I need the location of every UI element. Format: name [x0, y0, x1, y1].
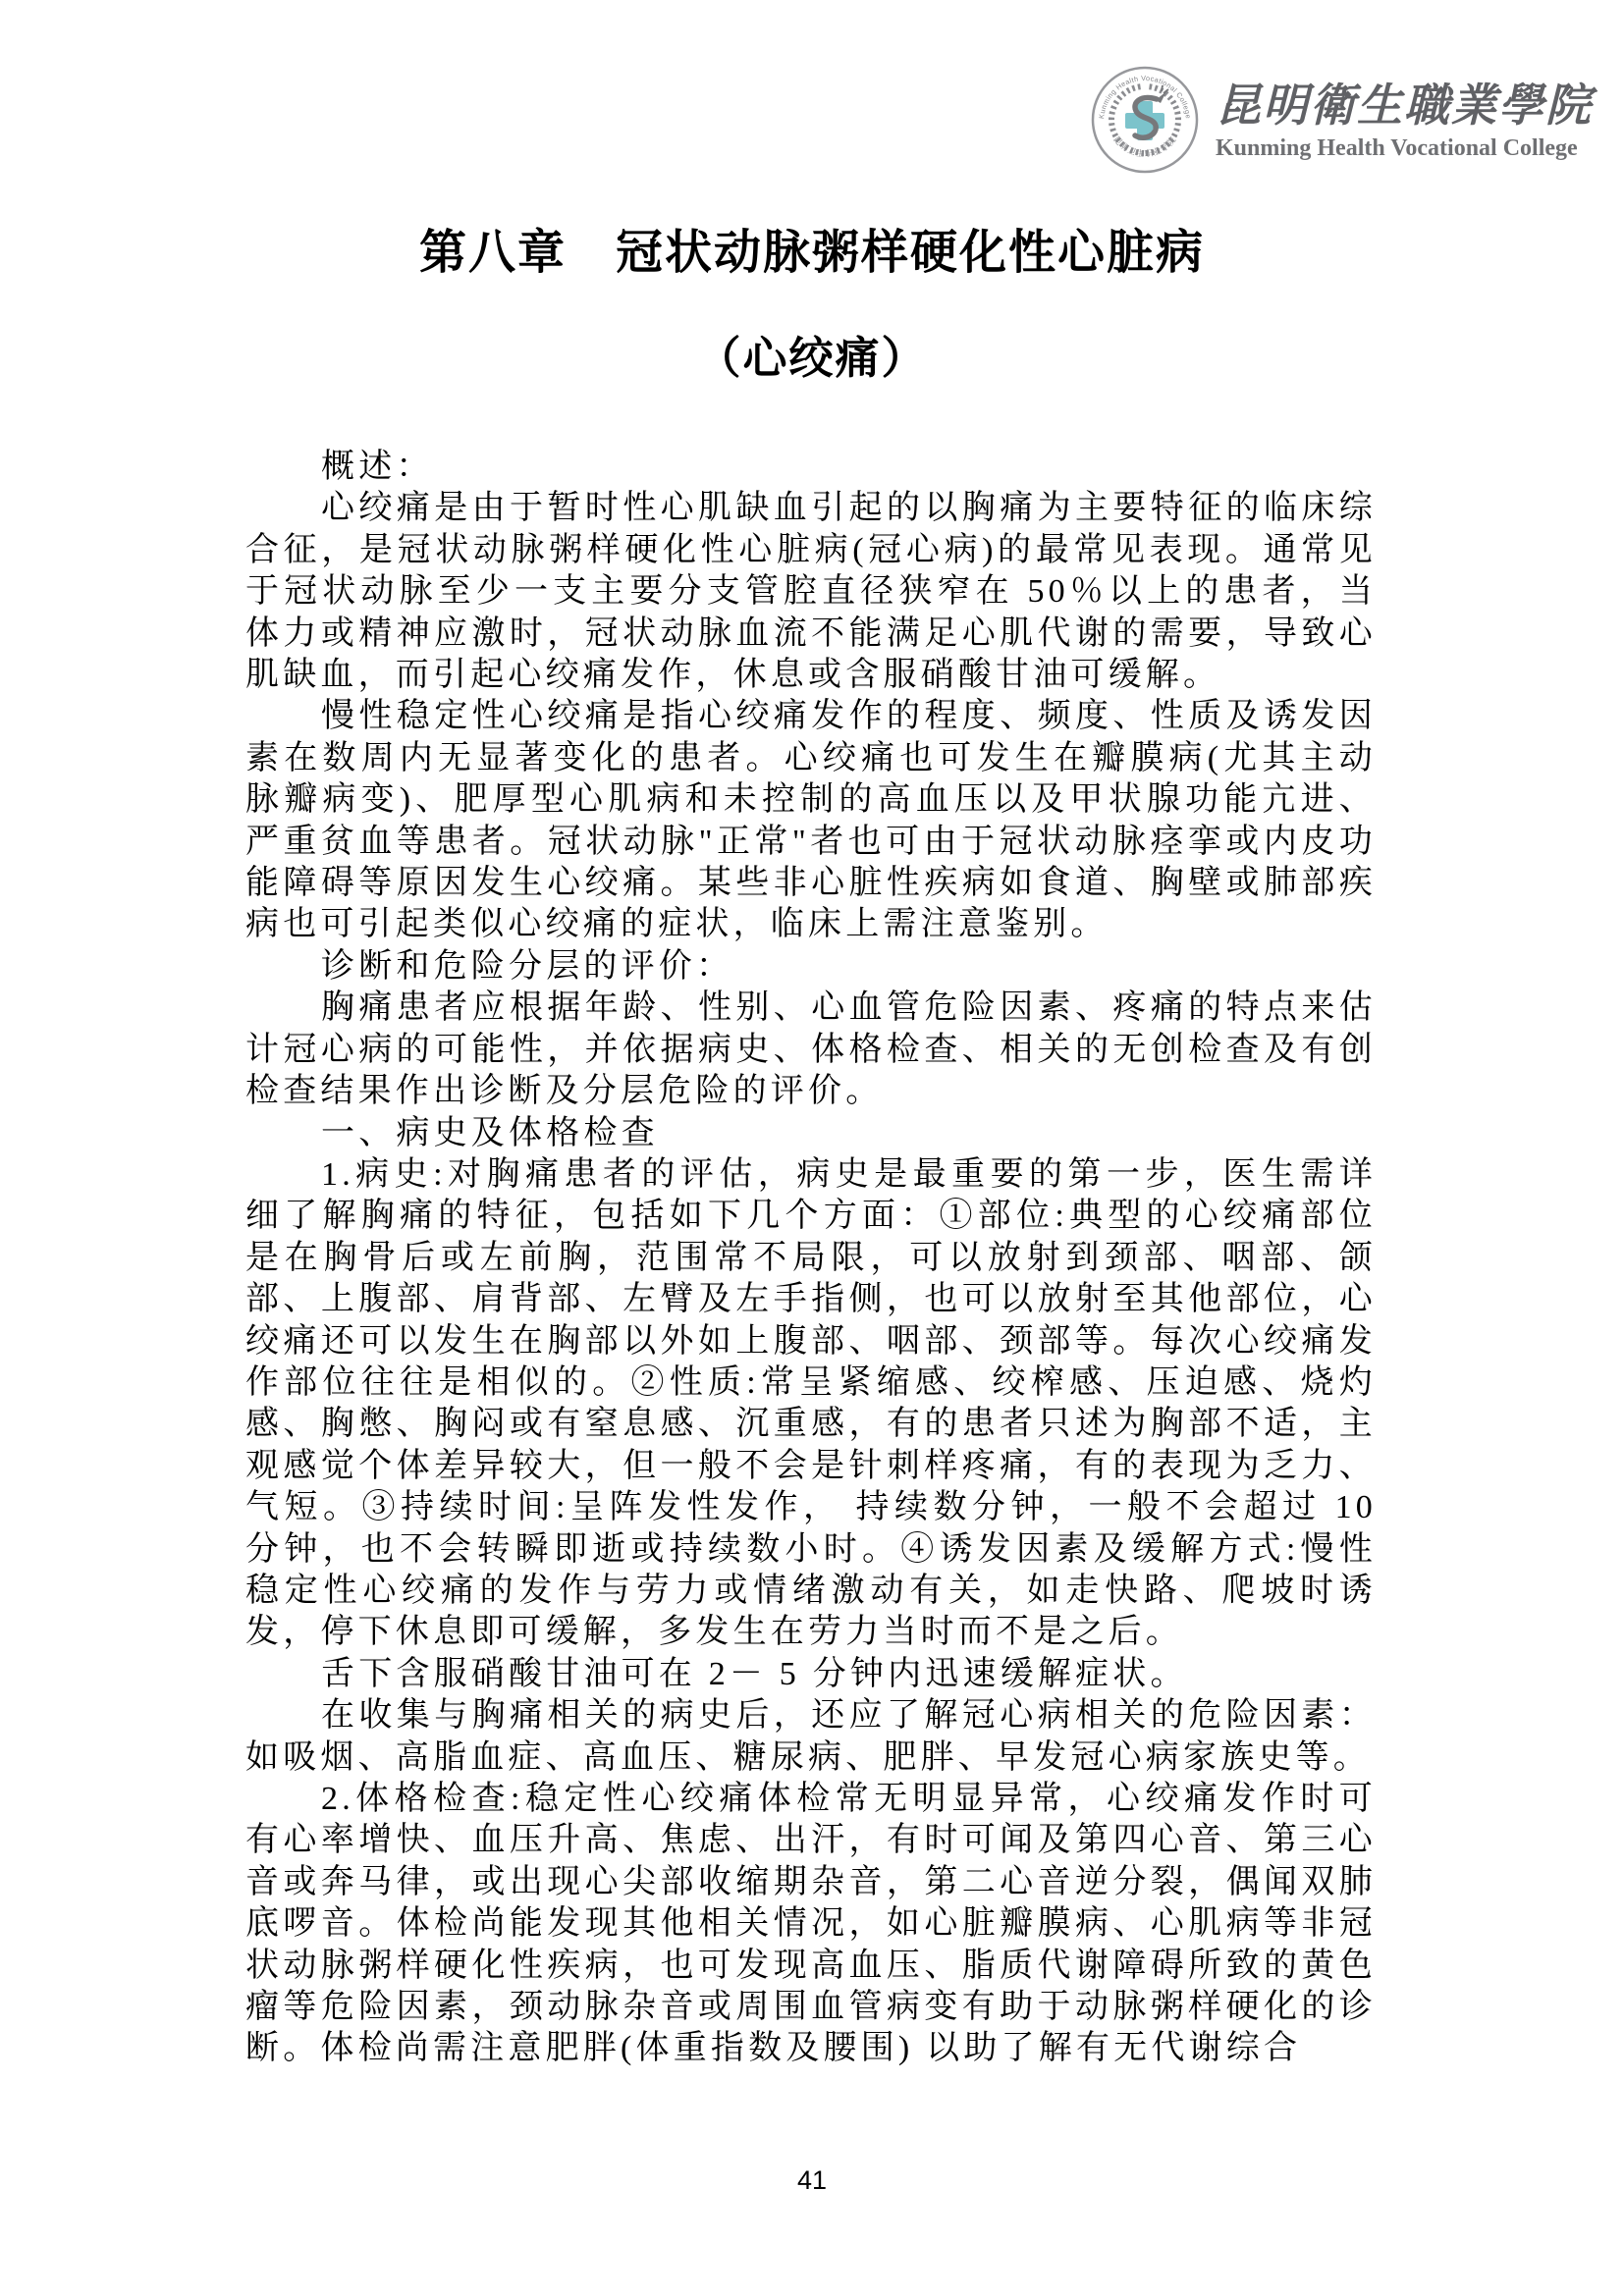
page-footer — [0, 2165, 1624, 2196]
college-seal-icon — [1091, 66, 1199, 174]
chapter-subtitle: （心绞痛） — [696, 333, 928, 383]
chapter-title: 第八章 冠状动脉粥样硬化性心脏病 — [418, 227, 1205, 279]
seal-bottom-text: 昆明卫生职业学院 — [1111, 133, 1178, 159]
college-name-calligraphy: 昆明衛生職業學院 — [1216, 79, 1593, 132]
seal-top-text: Kunming Health Vocational College — [1097, 73, 1193, 120]
paragraph: 慢性稳定性心绞痛是指心绞痛发作的程度、频度、性质及诱发因素在数周内无显著变化的患者。心绞痛也可发生在瓣膜病(尤其主动脉瓣病变)、肥厚型心肌病和未控制的高血压以及甲状腺功能亢进、严重贫血等患者。冠状动脉"正常"者也可由于冠状动脉痉挛或内皮功能障碍等原因发生心绞痛。某些非心脏性疾病如食道、胸壁或肺部疾病也可引起类似心绞痛的症状，临床上需注意鉴别。 — [245, 698, 1377, 943]
paragraph: 1.病史:对胸痛患者的评估，病史是最重要的第一步，医生需详细了解胸痛的特征，包括如下几个方面：①部位:典型的心绞痛部位是在胸骨后或左前胸，范围常不局限，可以放射到颈部、咽部、颌部、上腹部、肩背部、左臂及左手指侧，也可以放射至其他部位，心绞痛还可以发生在胸部以外如上腹部、咽部、颈部等。每次心绞痛发作部位往往是相似的。②性质:常呈紧缩感、绞榨感、压迫感、烧灼感、胸憋、胸闷或有窒息感、沉重感，有的患者只述为胸部不适，主观感觉个体差异较大，但一般不会是针刺样疼痛，有的表现为乏力、气短。③持续时间:呈阵发性发作， 持续数分钟，一般不会超过 10 分钟，也不会转瞬即逝或持续数小时。④诱发因素及缓解方式:慢性稳定性心绞痛的发作与劳力或情绪激动有关，如走快路、爬坡时诱发，停下休息即可缓解，多发生在劳力当时而不是之后。 — [245, 1155, 1377, 1651]
page-number: 41 — [796, 2165, 828, 2195]
paragraph: 诊断和危险分层的评价： — [321, 947, 734, 985]
paragraph: 在收集与胸痛相关的病史后，还应了解冠心病相关的危险因素：如吸烟、高脂血症、高血压、糖尿病、肥胖、早发冠心病家族史等。 — [245, 1697, 1377, 1776]
document-body — [245, 447, 1377, 2070]
paragraph: 概述： — [321, 449, 434, 485]
college-name-english: Kunming Health Vocational College — [1216, 135, 1578, 161]
paragraph: 一、病史及体格检查 — [321, 1114, 659, 1151]
paragraph: 舌下含服硝酸甘油可在 2－ 5 分钟内迅速缓解症状。 — [321, 1655, 1188, 1692]
paragraph: 胸痛患者应根据年龄、性别、心血管危险因素、疼痛的特点来估计冠心病的可能性，并依据病史、体格检查、相关的无创检查及有创检查结果作出诊断及分层危险的评价。 — [245, 989, 1377, 1110]
paragraph: 2.体格检查:稳定性心绞痛体检常无明显异常，心绞痛发作时可有心率增快、血压升高、焦虑、出汗，有时可闻及第四心音、第三心音或奔马律，或出现心尖部收缩期杂音，第二心音逆分裂，偶闻双肺底啰音。体检尚能发现其他相关情况，如心脏瓣膜病、心肌病等非冠状动脉粥样硬化性疾病，也可发现高血压、脂质代谢障碍所致的黄色瘤等危险因素，颈动脉杂音或周围血管病变有助于动脉粥样硬化的诊断。体检尚需注意肥胖(体重指数及腰围) 以助了解有无代谢综合 — [245, 1781, 1377, 2067]
paragraph: 心绞痛是由于暂时性心肌缺血引起的以胸痛为主要特征的临床综合征，是冠状动脉粥样硬化性心脏病(冠心病)的最常见表现。通常见于冠状动脉至少一支主要分支管腔直径狭窄在 50％以上的患者，当体力或精神应激时，冠状动脉血流不能满足心肌代谢的需要，导致心肌缺血，而引起心绞痛发作，休息或含服硝酸甘油可缓解。 — [245, 490, 1377, 694]
